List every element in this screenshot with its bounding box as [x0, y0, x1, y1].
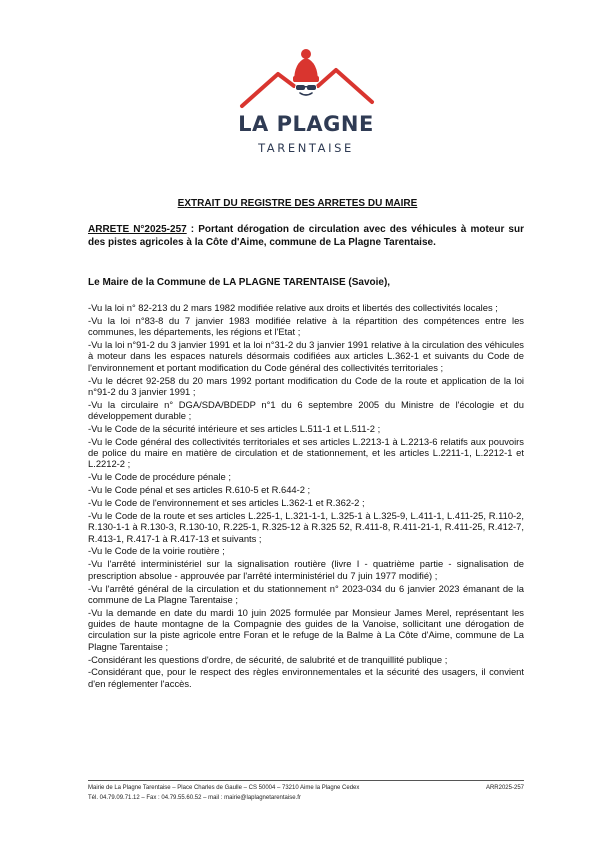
logo-name: LA PLAGNE	[238, 112, 374, 136]
visa-item: -Vu la loi n° 82-213 du 2 mars 1982 modifiée relative aux droits et libertés des collectivités locales ;	[88, 302, 498, 313]
logo-subtitle: TARENTAISE	[258, 141, 354, 155]
visa-item: -Vu la loi n°91-2 du 3 janvier 1991 et la loi n°31-2 du 3 janvier 1991 relative à la circulation des véhicules à moteur dans les espaces naturels désormais codifiées aux articles L.362-1 et suivants du Code de l'environnement et portant modification du Code général des collectivités territoriales ;	[88, 339, 524, 373]
visa-item: -Vu la circulaire n° DGA/SDA/BDEDP n°1 du 6 septembre 2005 du Ministre de l'écologie et du développement durable ;	[88, 398, 524, 422]
arrete-title	[88, 223, 524, 249]
visa-item: -Vu le Code général des collectivités territoriales et ses articles L.2213-1 à L.2213-6 relatifs aux pouvoirs de police du maire en matière de circulation et de stationnement, et les articles L.2211-1, L.2212-1 et L.2212-2 ;	[88, 435, 524, 470]
visa-item: -Vu le décret 92-258 du 20 mars 1992 portant modification du Code de la route et application de la loi n°91-2 du 3 janvier 1991 ;	[88, 374, 524, 397]
arrete-number: ARRETE N°2025-257	[88, 224, 187, 235]
mayor-line: Le Maire de la Commune de LA PLAGNE TARENTAISE (Savoie),	[88, 277, 391, 288]
commune-logo	[236, 48, 376, 163]
visa-item: -Considérant les questions d'ordre, de sécurité, de salubrité et de tranquillité publique ;	[88, 653, 448, 665]
footer-divider	[88, 780, 524, 781]
visa-item: -Vu le Code de la sécurité intérieure et ses articles L.511-1 et L.511-2 ;	[88, 422, 381, 434]
footer-reference: ARR2025-257	[485, 785, 524, 791]
visa-item: -Vu l'arrêté général de la circulation et du stationnement n° 2023-034 du 6 janvier 2023 émanant de la commune de La Plagne Tarentaise ;	[88, 582, 524, 605]
visa-item: -Vu l'arrêté interministériel sur la signalisation routière (livre I - quatrième partie - signalisation de prescription absolue - approuvée par l'arrêté interministériel du 7 juin 1977 modifié) ;	[88, 558, 524, 581]
visa-item: -Vu le Code de l'environnement et ses articles L.362-1 et R.362-2 ;	[88, 497, 365, 509]
visa-item: -Vu la loi n°83-8 du 7 janvier 1983 modifiée relative à la répartition des compétences entre les communes, les départements, les régions et l'Etat ;	[88, 314, 524, 338]
visas-list	[88, 302, 524, 691]
visa-item: -Vu le Code de la route et ses articles L.225-1, L.321-1-1, L.325-1 à L.325-9, L.411-1, L.411-25, R.110-2, R.130-1-1 à R.130-3, R.130-10, R.225-1, R.325-12 à R.325 52, R.411-8, R.411-21-1, R.411-25, R.412-7, R.413-1, R.417-1 à R.417-13 et suivants ;	[88, 509, 524, 544]
visa-item: -Vu la demande en date du mardi 10 juin 2025 formulée par Monsieur James Merel, représentant les guides de haute montagne de la Compagnie des guides de la Vanoise, sollicitant une dérogation de circulation sur la piste agricole entre Foran et le refuge de la Balme à La Côte d'Aime, commune de La Plagne Tarentaise ;	[88, 606, 524, 652]
footer-contact: Tél. 04.79.09.71.12 – Fax : 04.79.55.60.52 – mail : mairie@laplagnetarentaise.fr	[88, 795, 301, 801]
arrete-description: : Portant dérogation de circulation avec des véhicules à moteur sur des pistes agricoles à la Côte d'Aime, commune de La Plagne Tarentaise.	[88, 224, 524, 248]
visa-item: -Vu le Code de la voirie routière ;	[88, 545, 225, 557]
document-heading: EXTRAIT DU REGISTRE DES ARRETES DU MAIRE	[177, 198, 418, 209]
visa-item: -Vu le Code de procédure pénale ;	[88, 471, 231, 483]
footer-address: Mairie de La Plagne Tarentaise – Place Charles de Gaulle – CS 50004 – 73210 Aime la Plagne Cedex	[88, 785, 360, 791]
logo-mountain-figure-icon	[236, 48, 376, 112]
visa-item: -Vu le Code pénal et ses articles R.610-5 et R.644-2 ;	[88, 484, 311, 496]
visa-item: -Considérant que, pour le respect des règles environnementales et la sécurité des usagers, il convient d'en réglementer l'accès.	[88, 666, 524, 689]
